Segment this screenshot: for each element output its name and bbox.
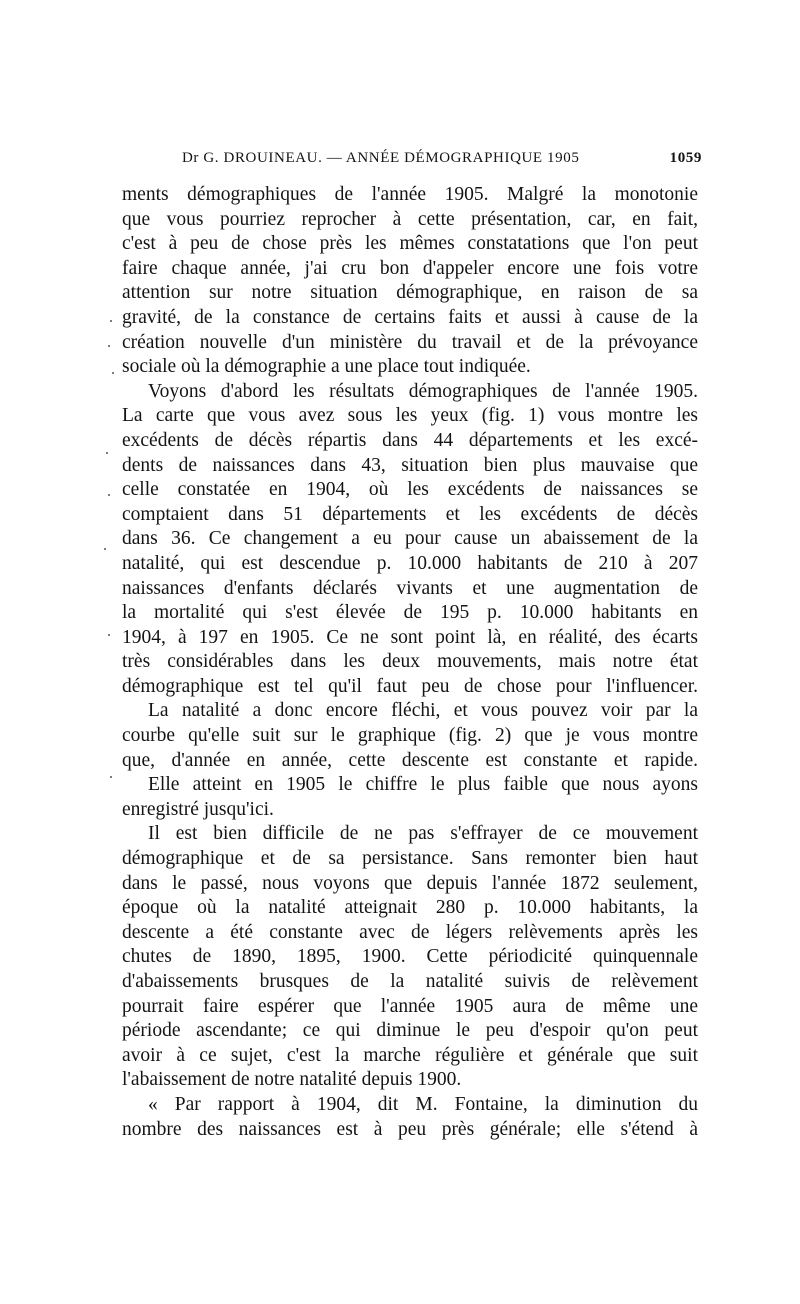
text-line: excédents de décès répartis dans 44 départements et les excé- bbox=[122, 429, 698, 451]
text-line: chutes de 1890, 1895, 1900. Cette périodicité quinquennale bbox=[122, 946, 698, 968]
text-line: Il est bien difficile de ne pas s'effrayer de ce mouvement bbox=[148, 823, 698, 845]
text-line: sociale où la démographie a une place tout indiquée. bbox=[122, 356, 531, 378]
text-line: « Par rapport à 1904, dit M. Fontaine, la diminution du bbox=[148, 1093, 698, 1115]
text-line: avoir à ce sujet, c'est la marche régulière et générale que suit bbox=[122, 1044, 698, 1066]
text-line: natalité, qui est descendue p. 10.000 habitants de 210 à 207 bbox=[122, 552, 698, 574]
text-line: nombre des naissances est à peu près générale; elle s'étend à bbox=[122, 1118, 698, 1140]
text-line: que, d'année en année, cette descente est constante et rapide. bbox=[122, 749, 698, 771]
margin-speck bbox=[106, 452, 108, 454]
text-line: l'abaissement de notre natalité depuis 1900. bbox=[122, 1069, 462, 1091]
text-line: gravité, de la constance de certains faits et aussi à cause de la bbox=[122, 306, 698, 328]
text-line: La natalité a donc encore fléchi, et vous pouvez voir par la bbox=[148, 700, 698, 722]
margin-speck bbox=[104, 548, 106, 550]
text-line: 1904, à 197 en 1905. Ce ne sont point là, en réalité, des écarts bbox=[122, 626, 698, 648]
margin-speck bbox=[108, 634, 110, 636]
margin-speck bbox=[110, 320, 112, 322]
text-line: d'abaissements brusques de la natalité suivis de relèvement bbox=[122, 971, 698, 992]
text-line: très considérables dans les deux mouvements, mais notre état bbox=[122, 651, 698, 673]
text-line: enregistré jusqu'ici. bbox=[122, 798, 274, 820]
text-line: démographique est tel qu'il faut peu de chose pour l'influencer. bbox=[122, 675, 698, 697]
text-line: que vous pourriez reprocher à cette présentation, car, en fait, bbox=[122, 208, 698, 230]
margin-speck bbox=[110, 776, 112, 778]
text-line: démographique et de sa persistance. Sans remonter bien haut bbox=[122, 848, 698, 870]
text-line: Elle atteint en 1905 le chiffre le plus faible que nous ayons bbox=[148, 774, 698, 796]
text-line: dents de naissances dans 43, situation bien plus mauvaise que bbox=[122, 454, 698, 476]
margin-speck bbox=[108, 494, 110, 496]
running-header bbox=[182, 150, 702, 167]
text-line: celle constatée en 1904, où les excédents de naissances se bbox=[122, 479, 698, 501]
text-line: époque où la natalité atteignait 280 p. 10.000 habitants, la bbox=[122, 897, 698, 919]
text-line: la mortalité qui s'est élevée de 195 p. 10.000 habitants en bbox=[122, 602, 698, 624]
text-line: dans 36. Ce changement a eu pour cause un abaissement de la bbox=[122, 528, 698, 550]
text-line: période ascendante; ce qui diminue le peu d'espoir qu'on peut bbox=[122, 1020, 698, 1042]
text-line: naissances d'enfants déclarés vivants et une augmentation de bbox=[122, 577, 698, 599]
text-line: ments démographiques de l'année 1905. Malgré la monotonie bbox=[122, 184, 698, 205]
body-text bbox=[122, 183, 698, 1142]
text-line: La carte que vous avez sous les yeux (fig. 1) vous montre les bbox=[122, 405, 698, 427]
text-line: c'est à peu de chose près les mêmes constatations que l'on peut bbox=[122, 233, 698, 255]
text-line: pourrait faire espérer que l'année 1905 aura de même une bbox=[122, 995, 698, 1017]
margin-speck bbox=[112, 372, 114, 374]
running-title: Dr G. DROUINEAU. — ANNÉE DÉMOGRAPHIQUE 1905 bbox=[182, 150, 580, 166]
text-line: faire chaque année, j'ai cru bon d'appeler encore une fois votre bbox=[122, 257, 698, 279]
text-line: création nouvelle d'un ministère du travail et de la prévoyance bbox=[122, 331, 698, 353]
text-line: courbe qu'elle suit sur le graphique (fig. 2) que je vous montre bbox=[122, 725, 698, 747]
text-line: dans le passé, nous voyons que depuis l'année 1872 seulement, bbox=[122, 872, 698, 894]
text-line: comptaient dans 51 départements et les excédents de décès bbox=[122, 503, 698, 525]
text-line: Voyons d'abord les résultats démographiques de l'année 1905. bbox=[148, 380, 698, 402]
page-number: 1059 bbox=[669, 150, 702, 166]
text-line: descente a été constante avec de légers relèvements après les bbox=[122, 921, 698, 943]
margin-speck bbox=[108, 345, 110, 347]
text-line: attention sur notre situation démographique, en raison de sa bbox=[122, 282, 698, 304]
